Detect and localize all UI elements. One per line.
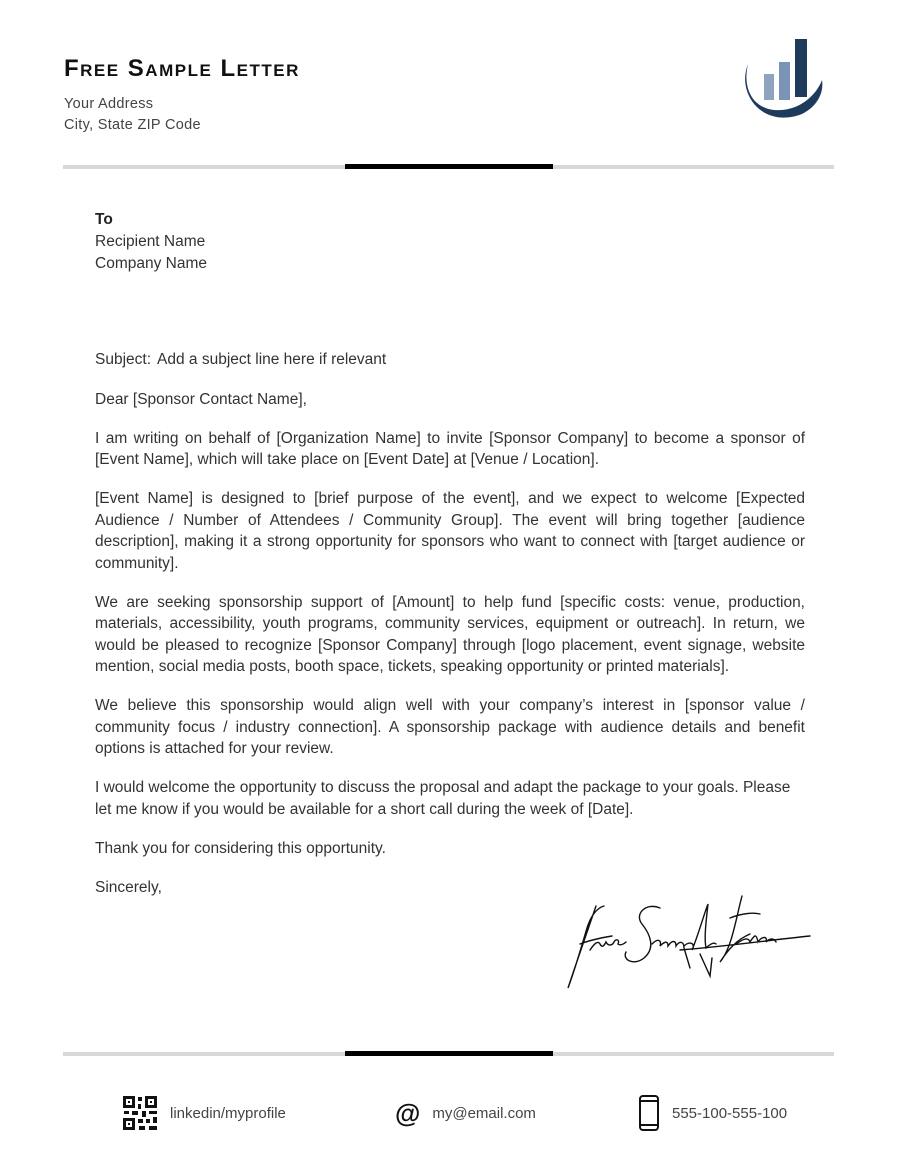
company-logo-icon — [738, 34, 826, 122]
header-divider-accent — [345, 164, 553, 169]
recipient-company: Company Name — [95, 255, 207, 272]
salutation: Dear [Sponsor Contact Name], — [95, 390, 307, 408]
footer-divider — [63, 1052, 834, 1056]
address-line-2: City, State ZIP Code — [64, 117, 201, 133]
body-paragraph-6: Thank you for considering this opportunity. — [95, 839, 386, 857]
handwritten-signature — [560, 888, 812, 996]
recipient-name: Recipient Name — [95, 233, 206, 250]
body-paragraph-2: [Event Name] is designed to [brief purpose of the event], and we expect to welcome [Expected Audience / Number of Attendees / Community Group]. The event will bring together [audience description], making it a strong opportunity for sponsors who want to connect with [target audience or community]. — [95, 490, 805, 572]
body-paragraph-3: We are seeking sponsorship support of [Amount] to help fund [specific costs: venue, production, materials, accessibility, youth programs, community services, equipment or outreach]. In return, we would be pleased to recognize [Sponsor Company] through [logo placement, event signage, website mention, social media posts, booth space, tickets, speaking opportunity or printed materials]. — [95, 593, 805, 675]
body-paragraph-5: I would welcome the opportunity to discuss the proposal and adapt the package to your goals. Please let me know if you would be available for a short call during the week of [Date]. — [95, 779, 791, 818]
subject-label: Subject: — [95, 351, 152, 368]
subject-text: Add a subject line here if relevant — [157, 351, 387, 368]
recipient-block — [95, 209, 207, 275]
sender-address — [64, 94, 201, 136]
header-divider — [63, 165, 834, 169]
at-sign-icon: @ — [395, 1098, 421, 1128]
phone-text: 555-100-555-100 — [672, 1104, 788, 1122]
footer-email[interactable] — [395, 1095, 536, 1131]
letter-body — [95, 349, 805, 916]
qr-code-icon — [122, 1095, 158, 1131]
footer-linkedin[interactable] — [122, 1095, 286, 1131]
letterhead-title: Free Sample Letter — [64, 55, 300, 82]
footer-divider-accent — [345, 1051, 553, 1056]
to-label: To — [95, 211, 113, 228]
footer-phone[interactable] — [638, 1095, 787, 1131]
subject-line — [95, 349, 805, 371]
address-line-1: Your Address — [64, 96, 154, 112]
linkedin-text: linkedin/myprofile — [170, 1104, 286, 1122]
body-paragraph-1: I am writing on behalf of [Organization Name] to invite [Sponsor Company] to become a sponsor of [Event Name], which will take place on [Event Date] at [Venue / Location]. — [95, 429, 805, 468]
body-paragraph-4: We believe this sponsorship would align well with your company’s interest in [sponsor value / community focus / industry connection]. A sponsorship package with audience details and benefit options is attached for your review. — [95, 697, 805, 757]
closing: Sincerely, — [95, 878, 162, 896]
mobile-phone-icon — [638, 1095, 660, 1131]
email-text: my@email.com — [432, 1104, 536, 1122]
